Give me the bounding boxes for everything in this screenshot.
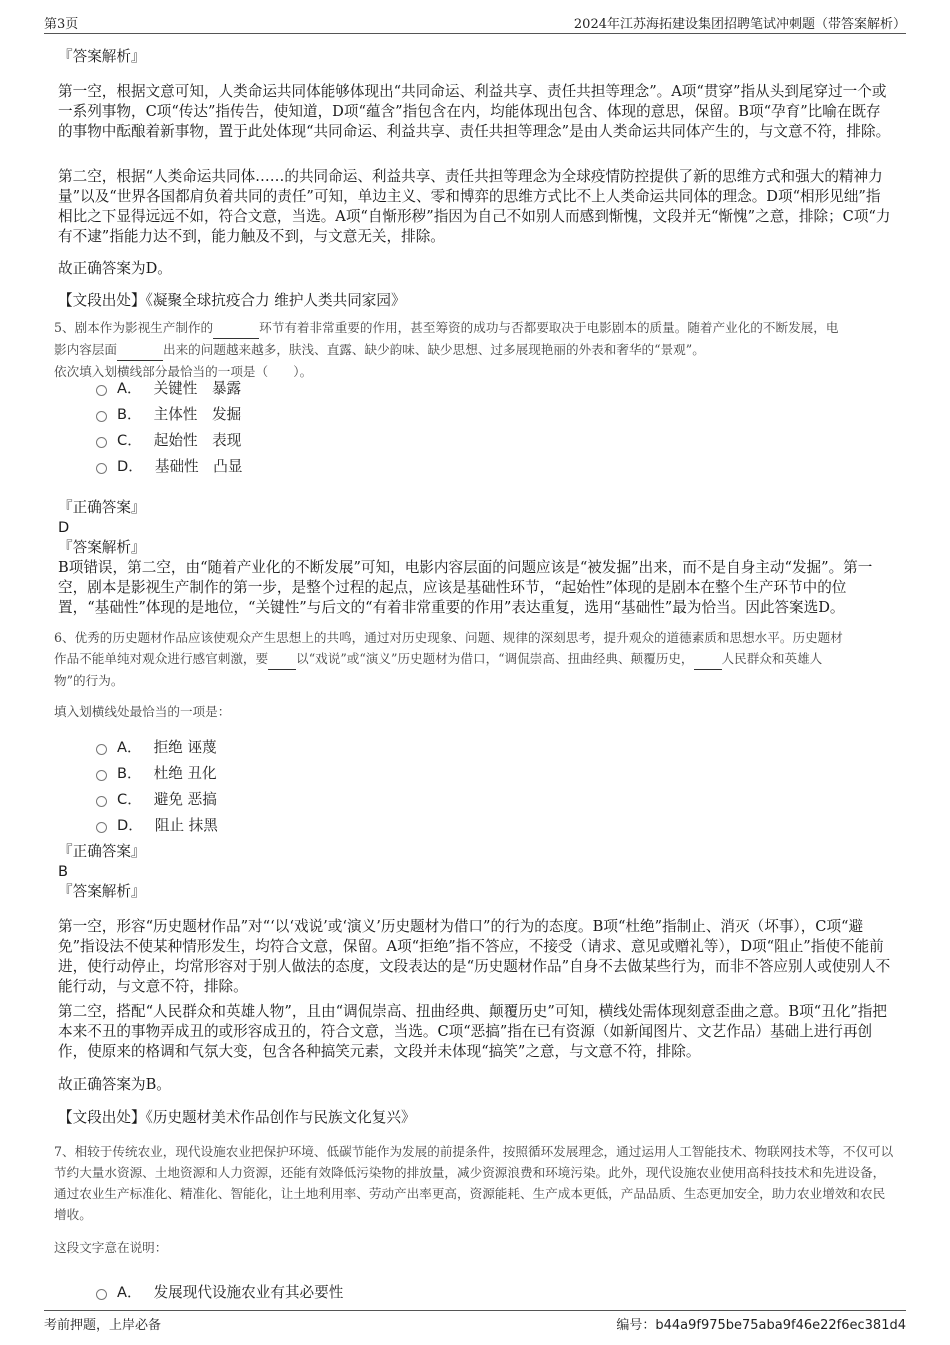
fill-blank xyxy=(268,648,296,670)
analysis-paragraph: 第二空，根据“人类命运共同体……的共同命运、利益共享、责任共担等理念为全球疫情防控提供了新的思维方式和强大的精神力量”以及“世界各国都肩负着共同的责任”可知，单边主义、零和博弈的思维方式比不上人类命运共同体的理念。D项“相形见绌”指相比之下显得远远不如，符合文意，当选。A项“自惭形秽”指因为自己不如别人而感到惭愧，文段并无“惭愧”之意，排除；C项“力有不逮”指能力达不到，能力触及不到，与文意无关，排除。 xyxy=(58,168,891,245)
option-d[interactable] xyxy=(96,456,242,478)
header-divider xyxy=(44,33,906,34)
option-b[interactable] xyxy=(96,763,217,785)
analysis-paragraph: B项错误，第二空，由“随着产业化的不断发展”可知，电影内容层面的问题应该是“被发掘”出来，而不是自身主动“发掘”。第一空，剧本是影视生产制作的第一步，是整个过程的起点，应该是基础性环节，“起始性”体现的是剧本在整个生产环节中的位置，“基础性”体现的是地位，“关键性”与后文的“有着非常重要的作用”表达重复，选用“基础性”最为恰当。因此答案选D。 xyxy=(58,559,873,616)
document-code xyxy=(616,1314,906,1333)
footer-divider xyxy=(44,1310,906,1311)
option-text: 基础性 凸显 xyxy=(154,458,243,475)
stem-text: 依次填入划横线部分最恰当的一项是（ ）。 xyxy=(54,364,313,379)
fill-blank xyxy=(213,317,259,339)
analysis-label: 『答案解析』 xyxy=(58,883,146,900)
stem-text: 6、优秀的历史题材作品应该使观众产生思想上的共鸣，通过对历史现象、问题、规律的深刻思考，提升观众的道德素质和思想水平。历史题材 xyxy=(54,630,843,645)
option-d[interactable] xyxy=(96,815,218,837)
option-letter: C． xyxy=(117,432,142,449)
option-letter: A． xyxy=(117,1284,142,1301)
option-text: 阻止 抹黑 xyxy=(154,817,218,834)
correct-answer-label: 『正确答案』 xyxy=(58,843,146,860)
stem-text: 出来的问题越来越多，肤浅、直露、缺少韵味、缺少思想、过多展现艳丽的外表和奢华的“景观”。 xyxy=(162,342,705,357)
option-letter: A． xyxy=(117,739,142,756)
stem-text: 作品不能单纯对观众进行感官刺激，要 xyxy=(54,651,269,666)
radio-button-icon[interactable] xyxy=(96,1289,107,1300)
question-7-stem: 7、相较于传统农业，现代设施农业把保护环境、低碳节能作为发展的前提条件，按照循环发展理念，通过运用人工智能技术、物联网技术等，不仅可以节约大量水资源、土地资源和人力资源，还能有效降低污染物的排放量，减少资源浪费和环境污染。此外，现代设施农业使用高科技技术和先进设备，通过农业生产标准化、精准化、智能化，让土地利用率、劳动产出率更高，资源能耗、生产成本更低，产品品质、生态更加安全，助力农业增效和农民增收。 xyxy=(54,1144,894,1222)
option-a[interactable] xyxy=(96,1282,343,1304)
question-6-stem xyxy=(54,627,894,691)
option-text: 起始性 表现 xyxy=(153,432,242,449)
answer-conclusion: 故正确答案为D。 xyxy=(58,260,172,277)
option-letter: D． xyxy=(117,817,143,834)
fill-blank xyxy=(117,339,163,361)
stem-text: 人民群众和英雄人 xyxy=(721,651,823,666)
option-letter: D． xyxy=(117,458,143,475)
analysis-paragraph: 第一空，根据文意可知，人类命运共同体能够体现出“共同命运、利益共享、责任共担等理念”。A项“贯穿”指从头到尾穿过一个或一系列事物，C项“传达”指传告，使知道，D项“蕴含”指包含在内，均能体现出包含、体现的意思，保留。B项“孕育”比喻在既存的事物中酝酿着新事物，置于此处体现“共同命运、利益共享、责任共担等理念”是由人类命运共同体产生的，与文意不符，排除。 xyxy=(58,83,891,140)
option-text: 关键性 暴露 xyxy=(153,380,242,397)
radio-button-icon[interactable] xyxy=(96,385,107,396)
footer-slogan: 考前押题，上岸必备 xyxy=(44,1318,162,1333)
option-letter: B． xyxy=(117,406,142,423)
stem-text: 物”的行为。 xyxy=(54,673,124,688)
source-citation: 【文段出处】《凝聚全球抗疫合力 维护人类共同家园》 xyxy=(58,292,406,309)
answer-conclusion: 故正确答案为B。 xyxy=(58,1076,171,1093)
analysis-paragraph: 第一空，形容“历史题材作品”对“‘以‘戏说’或‘演义’历史题材为借口”的行为的态度。B项“杜绝”指制止、消灭（坏事），C项“避免”指设法不使某种情形发生，均符合文意，保留。A项“拒绝”指不答应，不接受（请求、意见或赠礼等），D项“阻止”指使不能前进，使行动停止，均常形容对于别人做法的态度，文段表达的是“历史题材作品”自身不去做某些行为，而非不答应别人或使别人不能行动，与文意不符，排除。 xyxy=(58,918,891,995)
analysis-label: 『答案解析』 xyxy=(58,539,146,556)
option-c[interactable] xyxy=(96,789,217,811)
option-b[interactable] xyxy=(96,404,241,426)
question-7-prompt: 这段文字意在说明： xyxy=(54,1240,168,1255)
option-a[interactable] xyxy=(96,737,217,759)
stem-text: 以“戏说”或“演义”历史题材为借口，“调侃崇高、扭曲经典、颠覆历史， xyxy=(296,651,694,666)
stem-text: 5、剧本作为影视生产制作的 xyxy=(54,320,214,335)
radio-button-icon[interactable] xyxy=(96,463,107,474)
correct-answer: B xyxy=(58,863,69,880)
fill-blank xyxy=(694,648,722,670)
stem-text: 影内容层面 xyxy=(54,342,117,357)
code-value: b44a9f975be75aba9f46e22f6ec381d4 xyxy=(655,1318,906,1333)
question-5-stem xyxy=(54,317,894,382)
page-number: 第3页 xyxy=(44,17,79,32)
radio-button-icon[interactable] xyxy=(96,744,107,755)
code-label: 编号： xyxy=(616,1318,656,1333)
option-letter: C． xyxy=(117,791,142,808)
option-text: 拒绝 诬蔑 xyxy=(153,739,217,756)
document-title: 2024年江苏海拓建设集团招聘笔试冲刺题（带答案解析） xyxy=(573,17,906,32)
radio-button-icon[interactable] xyxy=(96,437,107,448)
correct-answer: D xyxy=(58,519,70,536)
radio-button-icon[interactable] xyxy=(96,822,107,833)
option-c[interactable] xyxy=(96,430,241,452)
radio-button-icon[interactable] xyxy=(96,796,107,807)
option-a[interactable] xyxy=(96,378,241,400)
source-citation: 【文段出处】《历史题材美术作品创作与民族文化复兴》 xyxy=(58,1109,416,1126)
question-6-prompt: 填入划横线处最恰当的一项是： xyxy=(54,704,231,719)
radio-button-icon[interactable] xyxy=(96,770,107,781)
radio-button-icon[interactable] xyxy=(96,411,107,422)
option-letter: B． xyxy=(117,765,142,782)
stem-text: 环节有着非常重要的作用，甚至筹资的成功与否都要取决于电影剧本的质量。随着产业化的不断发展，电 xyxy=(259,320,839,335)
option-text: 避免 恶搞 xyxy=(153,791,217,808)
analysis-label: 『答案解析』 xyxy=(58,48,146,65)
option-text: 杜绝 丑化 xyxy=(153,765,217,782)
analysis-paragraph: 第二空，搭配“人民群众和英雄人物”，且由“调侃崇高、扭曲经典、颠覆历史”可知，横线处需体现刻意歪曲之意。B项“丑化”指把本来不丑的事物弄成丑的或形容成丑的，符合文意，当选。C项“恶搞”指在已有资源（如新闻图片、文艺作品）基础上进行再创作，使原来的格调和气氛大变，包含各种搞笑元素，文段并未体现“搞笑”之意，与文意不符，排除。 xyxy=(58,1003,887,1060)
correct-answer-label: 『正确答案』 xyxy=(58,499,146,516)
option-text: 发展现代设施农业有其必要性 xyxy=(153,1284,344,1301)
option-letter: A． xyxy=(117,380,142,397)
option-text: 主体性 发掘 xyxy=(153,406,242,423)
